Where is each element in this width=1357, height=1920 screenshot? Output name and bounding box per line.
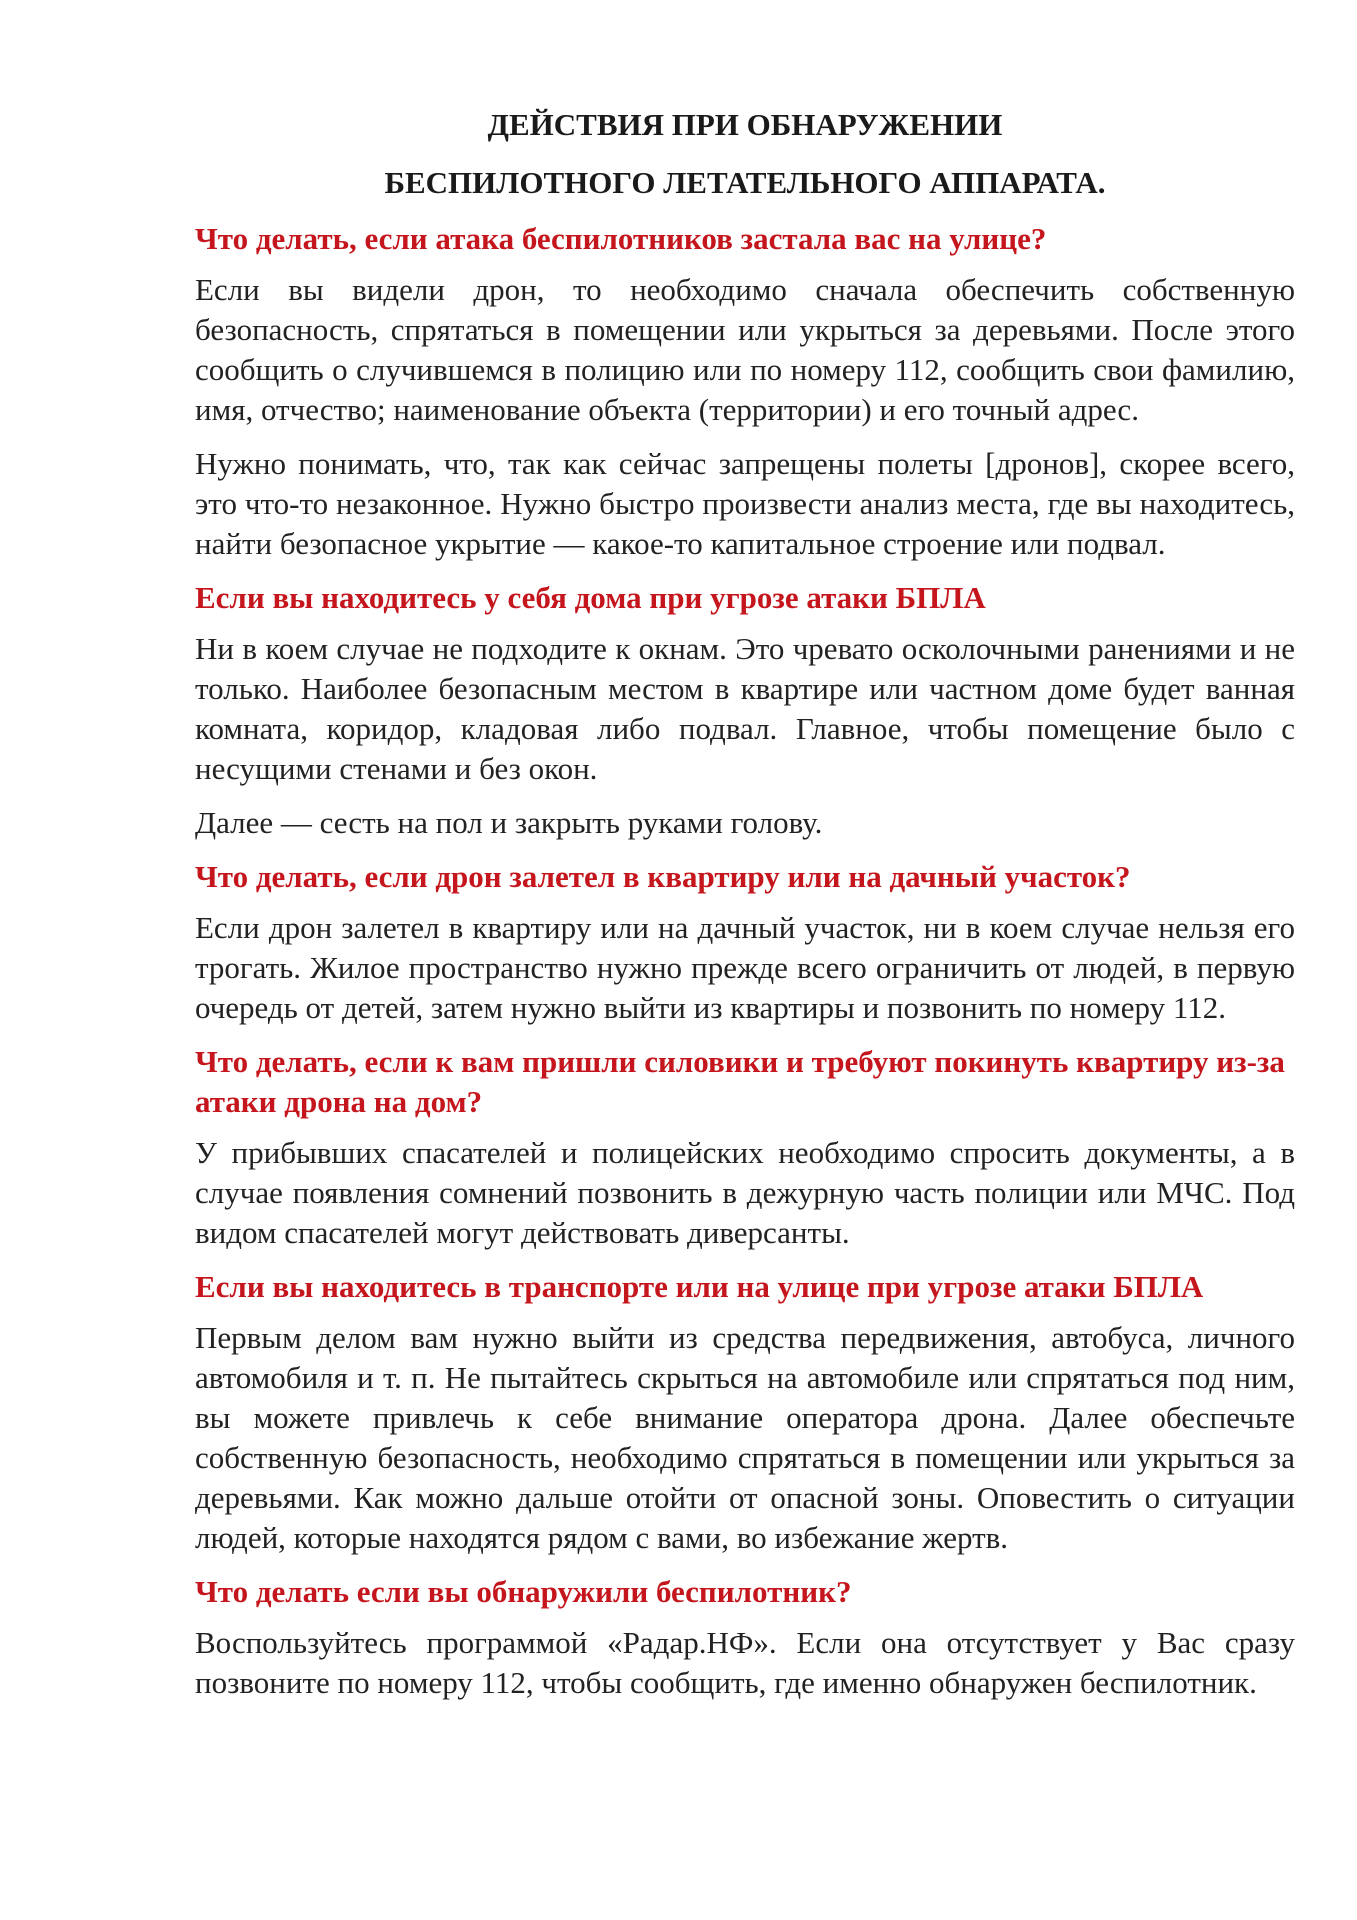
document-title-line-2: БЕСПИЛОТНОГО ЛЕТАТЕЛЬНОГО АППАРАТА. — [384, 165, 1106, 200]
section-drone-in-apartment — [195, 857, 1295, 1028]
section-paragraph: Нужно понимать, что, так как сейчас запрещены полеты [дронов], скорее всего, это что-то незаконное. Нужно быстро произвести анализ места, где вы находитесь, найти безопасное укрытие — какое-то капитальное строение или подвал. — [195, 446, 1295, 561]
document-title-line-1: ДЕЙСТВИЯ ПРИ ОБНАРУЖЕНИИ — [487, 107, 1003, 142]
section-paragraph: Если дрон залетел в квартиру или на дачный участок, ни в коем случае нельзя его трогать. Жилое пространство нужно прежде всего ограничить от людей, в первую очередь от детей, затем нужно выйти из квартиры и позвонить по номеру 112. — [195, 910, 1295, 1025]
section-heading: Что делать, если дрон залетел в квартиру или на дачный участок? — [195, 859, 1131, 894]
section-paragraph: У прибывших спасателей и полицейских необходимо спросить документы, а в случае появления сомнений позвонить в дежурную часть полиции или МЧС. Под видом спасателей могут действовать диверсанты. — [195, 1135, 1295, 1250]
section-evacuation-request — [195, 1042, 1295, 1253]
section-paragraph: Далее — сесть на пол и закрыть руками голову. — [195, 805, 823, 840]
section-heading: Что делать если вы обнаружили беспилотник? — [195, 1574, 852, 1609]
section-street-attack — [195, 219, 1295, 564]
section-drone-detected — [195, 1572, 1295, 1703]
section-in-transport — [195, 1267, 1295, 1558]
document-page — [195, 96, 1295, 1717]
section-heading: Если вы находитесь у себя дома при угрозе атаки БПЛА — [195, 580, 986, 615]
section-paragraph: Если вы видели дрон, то необходимо сначала обеспечить собственную безопасность, спрятаться в помещении или укрыться за деревьями. После этого сообщить о случившемся в полицию или по номеру 112, сообщить свои фамилию, имя, отчество; наименование объекта (территории) и его точный адрес. — [195, 272, 1295, 427]
section-paragraph: Воспользуйтесь программой «Радар.НФ». Если она отсутствует у Вас сразу позвоните по номеру 112, чтобы сообщить, где именно обнаружен беспилотник. — [195, 1625, 1295, 1700]
section-paragraph: Ни в коем случае не подходите к окнам. Это чревато осколочными ранениями и не только. Наиболее безопасным местом в квартире или частном доме будет ванная комната, коридор, кладовая либо подвал. Главное, чтобы помещение было с несущими стенами и без окон. — [195, 631, 1295, 786]
section-heading: Что делать, если атака беспилотников застала вас на улице? — [195, 221, 1047, 256]
section-heading: Если вы находитесь в транспорте или на улице при угрозе атаки БПЛА — [195, 1269, 1204, 1304]
section-at-home — [195, 578, 1295, 843]
section-heading: Что делать, если к вам пришли силовики и требуют покинуть квартиру из-за атаки дрона на дом? — [195, 1044, 1285, 1119]
section-paragraph: Первым делом вам нужно выйти из средства передвижения, автобуса, личного автомобиля и т. п. Не пытайтесь скрыться на автомобиле или спрятаться под ним, вы можете привлечь к себе внимание оператора дрона. Далее обеспечьте собственную безопасность, необходимо спрятаться в помещении или укрыться за деревьями. Как можно дальше отойти от опасной зоны. Оповестить о ситуации людей, которые находятся рядом с вами, во избежание жертв. — [195, 1320, 1295, 1555]
